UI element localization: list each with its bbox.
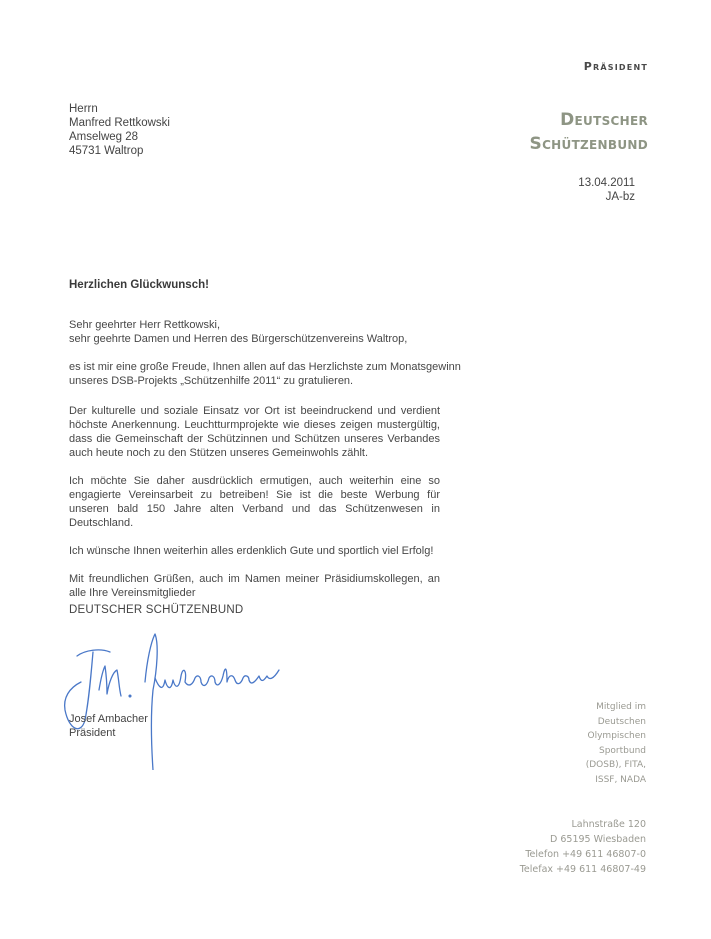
paragraph-5: Mit freundlichen Grüßen, auch im Namen meiner Präsidiumskollegen, an alle Ihre Vereinsmitglieder — [69, 573, 440, 599]
signer-name: Josef Ambacher — [69, 713, 148, 725]
greeting — [69, 318, 408, 346]
membership-line: Mitglied im — [596, 702, 646, 712]
letter-date: 13.04.2011 — [578, 177, 635, 189]
membership-line: Olympischen — [587, 731, 646, 741]
contact-street: Lahnstraße 120 — [571, 819, 646, 830]
org-name-line1: Deutscher — [560, 110, 648, 130]
letterhead-organization — [500, 108, 648, 156]
letter-subject: Herzlichen Glückwunsch! — [69, 279, 209, 291]
membership-line: Sportbund — [599, 745, 646, 756]
org-name-line2: Schützenbund — [529, 134, 648, 154]
signer-block — [69, 712, 148, 740]
date-reference-block — [540, 176, 635, 204]
reference-code: JA-bz — [605, 191, 635, 203]
contact-phone: Telefon +49 611 46807-0 — [525, 849, 646, 860]
paragraph-2: Der kulturelle und soziale Einsatz vor Ort ist beeindruckend und verdient höchste Anerkennung. Leuchtturmprojekte wie dieses zeigen mustergültig, dass die Gemeinschaft der Schützinnen und Schützen unseres Verbandes auch heute noch zu den Stützen unseres Gemeinwohls zählt. — [69, 405, 440, 459]
greeting-line-2: sehr geehrte Damen und Herren des Bürgerschützenvereins Waltrop, — [69, 333, 408, 345]
closing-organization: DEUTSCHER SCHÜTZENBUND — [69, 604, 244, 616]
membership-line: (DOSB), FITA, — [585, 760, 646, 770]
letter-opening — [69, 318, 461, 402]
contact-city: D 65195 Wiesbaden — [550, 834, 646, 845]
paragraph-1-line-1: es ist mir eine große Freude, Ihnen allen auf das Herzlichste zum Monatsgewinn — [69, 361, 461, 373]
recipient-address — [69, 102, 170, 158]
greeting-line-1: Sehr geehrter Herr Rettkowski, — [69, 319, 220, 331]
membership-line: ISSF, NADA — [595, 774, 646, 785]
paragraph-1-line-2: unseres DSB-Projekts „Schützenhilfe 2011“ zu gratulieren. — [69, 375, 354, 387]
paragraph-3: Ich möchte Sie daher ausdrücklich ermutigen, auch weiterhin eine so engagierte Vereinsarbeit zu betreiben! Sie ist die beste Werbung für unseren bald 150 Jahre alten Verband und das Schützenwesen in Deutschland. — [69, 475, 440, 529]
membership-line: Deutschen — [597, 716, 646, 727]
signer-title: Präsident — [69, 727, 116, 739]
handwritten-signature — [55, 630, 295, 770]
contact-fax: Telefax +49 611 46807-49 — [519, 864, 646, 875]
letter-body — [69, 404, 440, 614]
letterhead-role: Präsident — [583, 60, 648, 73]
recipient-salutation: Herrn — [69, 103, 98, 115]
recipient-name: Manfred Rettkowski — [69, 117, 170, 129]
membership-info — [540, 700, 646, 787]
paragraph-1 — [69, 360, 461, 388]
recipient-street: Amselweg 28 — [69, 131, 139, 143]
recipient-city: 45731 Waltrop — [69, 145, 144, 157]
paragraph-4: Ich wünsche Ihnen weiterhin alles erdenklich Gute und sportlich viel Erfolg! — [69, 545, 434, 557]
contact-info — [480, 817, 646, 877]
